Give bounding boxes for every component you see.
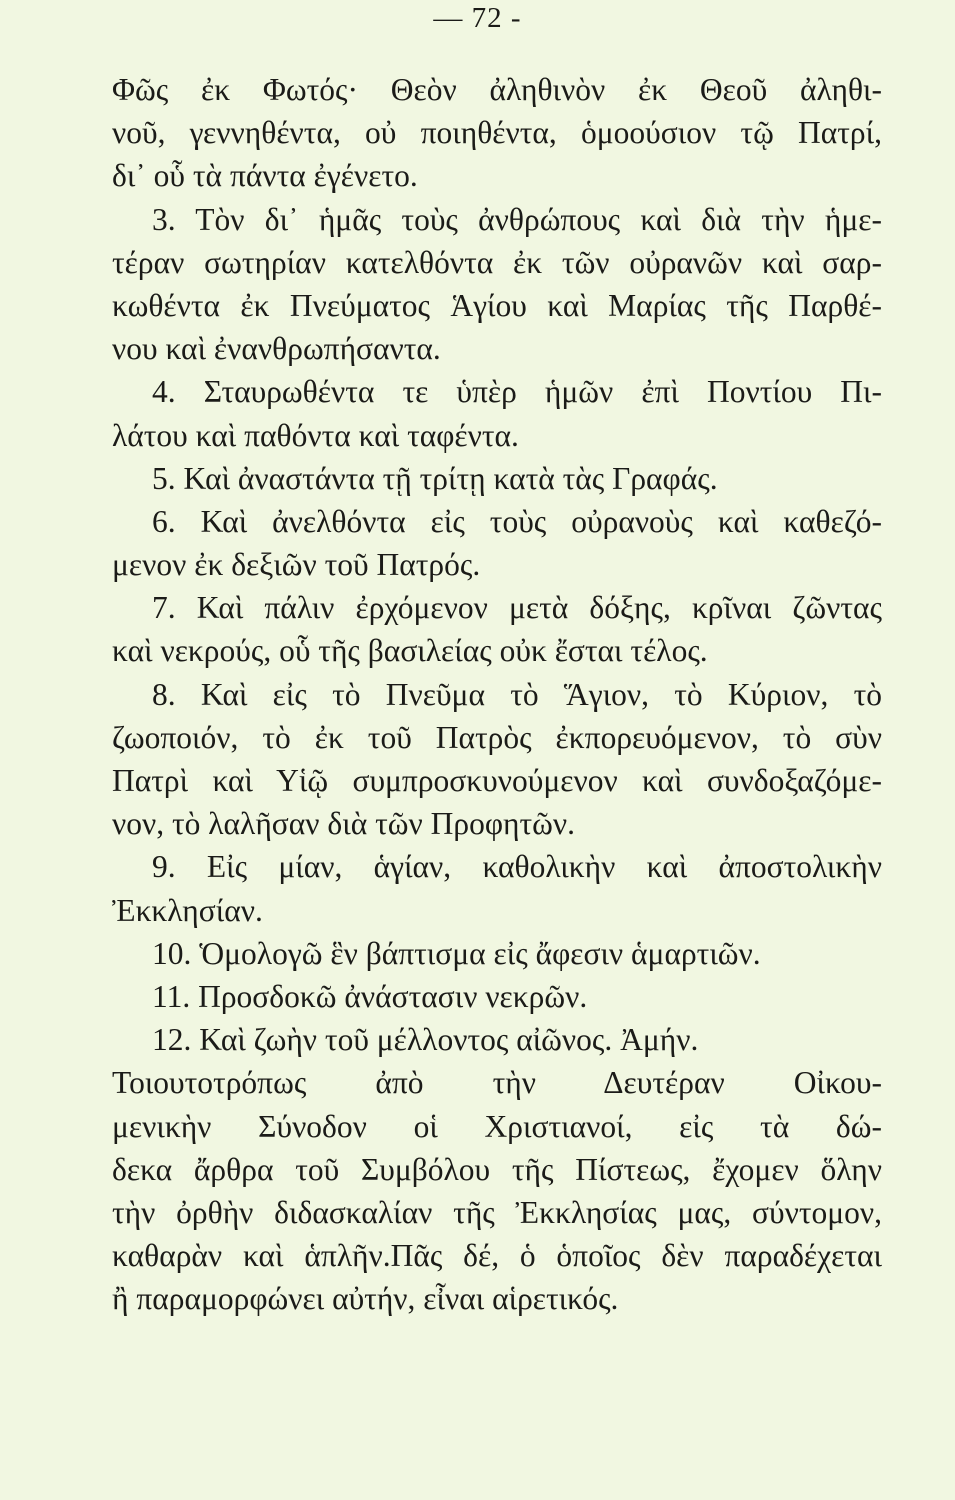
text-line: νον, τὸ λαλῆσαν διὰ τῶν Προφητῶν.: [112, 806, 575, 842]
body-text: [112, 68, 882, 1320]
text-line: νου καὶ ἐνανθρωπήσαντα.: [112, 331, 441, 367]
text-line: δεκα ἄρθρα τοῦ Συμβόλου τῆς Πίστεως, ἔχομεν ὅλην: [112, 1151, 882, 1187]
text-line: 3. Τὸν δι᾽ ἡμᾶς τοὺς ἀνθρώπους καὶ διὰ τὴν ἡμε-: [152, 201, 882, 237]
text-line: καὶ νεκρούς, οὗ τῆς βασιλείας οὐκ ἔσται τέλος.: [112, 633, 708, 669]
text-line: Πατρὶ καὶ Υἱῷ συμπροσκυνούμενον καὶ συνδοξαζόμε-: [112, 763, 882, 798]
text-line: ζωοποιόν, τὸ ἐκ τοῦ Πατρὸς ἐκπορευόμενον, τὸ σὺν: [112, 719, 882, 755]
text-line: κωθέντα ἐκ Πνεύματος Ἁγίου καὶ Μαρίας τῆς Παρθέ-: [112, 287, 882, 323]
text-line: μενον ἐκ δεξιῶν τοῦ Πατρός.: [112, 547, 481, 583]
text-line: τὴν ὀρθὴν διδασκαλίαν τῆς Ἐκκλησίας μας, σύντομον,: [112, 1194, 882, 1230]
text-line: 10. Ὁμολογῶ ἓν βάπτισμα εἰς ἄφεσιν ἁμαρτιῶν.: [152, 935, 761, 971]
text-line: 8. Καὶ εἰς τὸ Πνεῦμα τὸ Ἅγιον, τὸ Κύριον, τὸ: [152, 676, 882, 712]
text-line: καθαρὰν καὶ ἁπλῆν.Πᾶς δέ, ὁ ὁποῖος δὲν παραδέχεται: [112, 1238, 882, 1274]
text-line: Ἐκκλησίαν.: [112, 892, 263, 928]
text-line: 9. Εἰς μίαν, ἁγίαν, καθολικὴν καὶ ἀποστολικὴν: [152, 849, 882, 885]
text-line: Τοιουτοτρόπως ἀπὸ τὴν Δευτέραν Οἰκου-: [112, 1065, 882, 1101]
text-line: λάτου καὶ παθόντα καὶ ταφέντα.: [112, 417, 519, 453]
text-line: 7. Καὶ πάλιν ἐρχόμενον μετὰ δόξης, κρῖναι ζῶντας: [152, 590, 882, 626]
text-line: μενικὴν Σύνοδον οἱ Χριστιανοί, εἰς τὰ δώ-: [112, 1108, 882, 1144]
text-line: 11. Προσδοκῶ ἀνάστασιν νεκρῶν.: [152, 978, 588, 1014]
text-line: δι᾽ οὗ τὰ πάντα ἐγένετο.: [112, 158, 418, 194]
text-line: Φῶς ἐκ Φωτός· Θεὸν ἀληθινὸν ἐκ Θεοῦ ἀληθι-: [112, 72, 882, 107]
text-line: 4. Σταυρωθέντα τε ὑπὲρ ἡμῶν ἐπὶ Ποντίου Πι-: [152, 374, 882, 410]
page-number: — 72 -: [433, 2, 522, 34]
text-line: 6. Καὶ ἀνελθόντα εἰς τοὺς οὐρανοὺς καὶ καθεζό-: [152, 503, 882, 539]
text-line: νοῦ, γεννηθέντα, οὐ ποιηθέντα, ὁμοούσιον τῷ Πατρί,: [112, 115, 882, 151]
text-line: τέραν σωτηρίαν κατελθόντα ἐκ τῶν οὐρανῶν καὶ σαρ-: [112, 244, 882, 280]
text-line: ἢ παραμορφώνει αὐτήν, εἶναι αἱρετικός.: [112, 1281, 619, 1317]
text-line: 12. Καὶ ζωὴν τοῦ μέλλοντος αἰῶνος. Ἀμήν.: [152, 1022, 699, 1058]
text-line: 5. Καὶ ἀναστάντα τῇ τρίτῃ κατὰ τὰς Γραφάς.: [152, 460, 718, 496]
